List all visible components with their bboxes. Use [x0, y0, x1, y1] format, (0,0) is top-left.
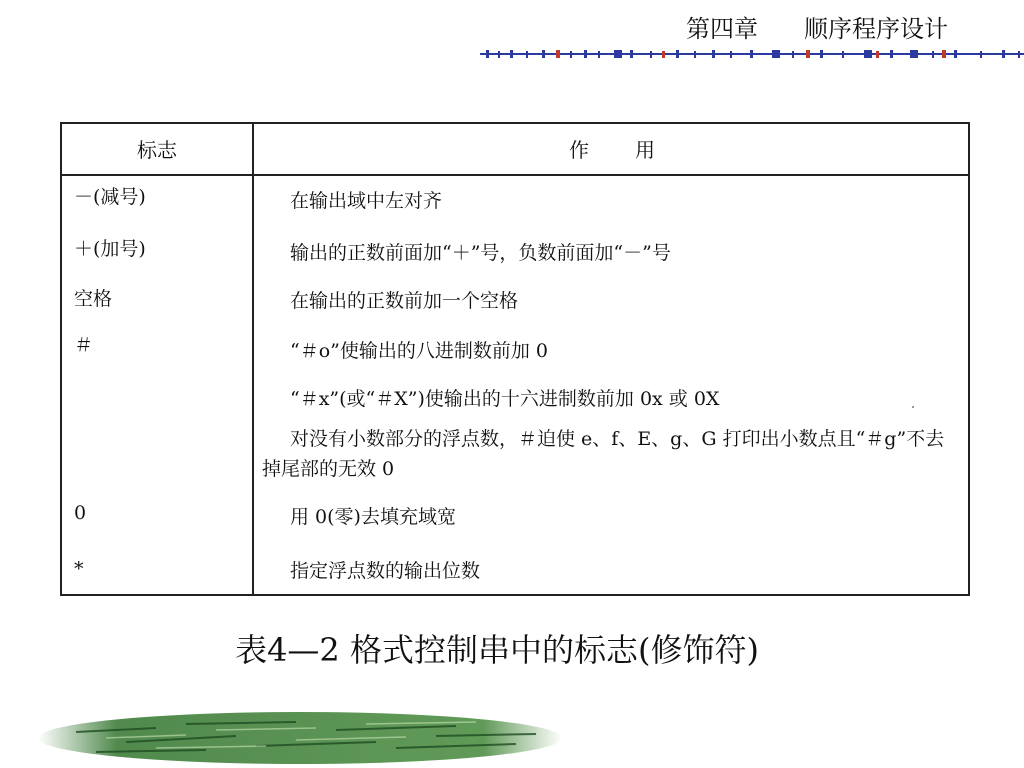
table-row-flag: 空格 — [74, 288, 113, 310]
header-use: 作用 — [569, 138, 701, 162]
table-row-flag: ＃ — [74, 334, 94, 356]
column-divider — [252, 124, 254, 594]
table-row-use: 在输出的正数前加一个空格 — [290, 290, 519, 312]
decorative-rule — [480, 47, 1024, 61]
flags-table — [60, 122, 970, 596]
table-row-flag: * — [74, 558, 84, 580]
table-row-use: “＃o”使输出的八进制数前加 0 — [290, 340, 548, 362]
table-row-flag: 0 — [74, 502, 87, 524]
table-row-use: 指定浮点数的输出位数 — [290, 560, 481, 582]
scan-speck — [912, 406, 914, 408]
chapter-title — [686, 14, 986, 44]
header-flag: 标志 — [137, 138, 177, 162]
table-row-use: 用 0(零)去填充域宽 — [290, 506, 456, 528]
table-row-flag: －(减号) — [74, 186, 146, 208]
chapter-name: 顺序程序设计 — [804, 15, 948, 43]
grass-decoration-image — [36, 702, 564, 766]
table-row-use: “＃x”(或“＃X”)使输出的十六进制数前加 0x 或 0X — [290, 388, 720, 410]
table-row-use: 在输出域中左对齐 — [290, 190, 443, 212]
table-caption: 表4—2 格式控制串中的标志(修饰符) — [235, 631, 759, 669]
table-row-use: 输出的正数前面加“＋”号，负数前面加“－”号 — [290, 242, 671, 264]
table-header-row — [62, 124, 968, 176]
table-row-flag: ＋(加号) — [74, 238, 146, 260]
chapter-number: 第四章 — [686, 15, 758, 43]
table-row-use: 对没有小数部分的浮点数，＃迫使 e、f、E、g、G 打印出小数点且“＃g”不去掉尾部的无效 0 — [262, 428, 945, 480]
